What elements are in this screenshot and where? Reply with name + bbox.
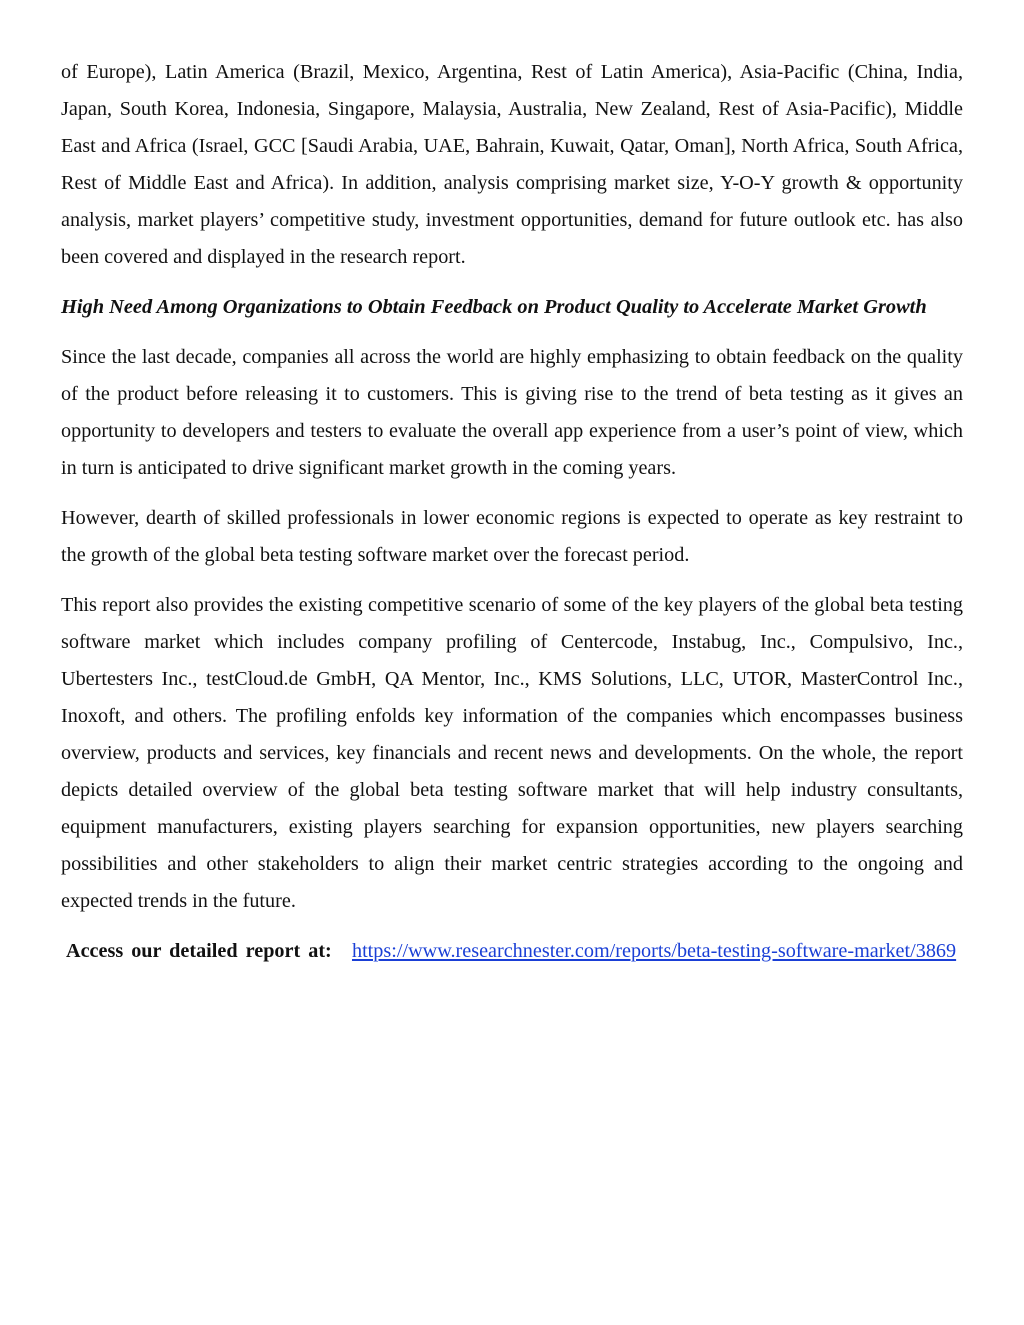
restraint-paragraph: However, dearth of skilled professionals in lower economic regions is expected to operate as key restraint to the growth of the global beta testing software market over the forecast period. <box>61 507 963 566</box>
document-page <box>61 54 963 970</box>
access-report-label: Access our detailed report at: <box>66 940 332 962</box>
access-report-line <box>61 933 963 970</box>
key-players-paragraph: This report also provides the existing competitive scenario of some of the key players of the global beta testing software market which includes company profiling of Centercode, Instabug, Inc., Compulsivo, Inc., Ubertesters Inc., testCloud.de GmbH, QA Mentor, Inc., KMS Solutions, LLC, UTOR, MasterControl Inc., Inoxoft, and others. The profiling enfolds key information of the companies which encompasses business overview, products and services, key financials and recent news and developments. On the whole, the report depicts detailed overview of the global beta testing software market that will help industry consultants, equipment manufacturers, existing players searching for expansion opportunities, new players searching possibilities and other stakeholders to align their market centric strategies according to the ongoing and expected trends in the future. <box>61 594 963 912</box>
report-link[interactable]: https://www.researchnester.com/reports/beta-testing-software-market/3869 <box>351 940 957 962</box>
intro-paragraph: of Europe), Latin America (Brazil, Mexico, Argentina, Rest of Latin America), Asia-Pacific (China, India, Japan, South Korea, Indonesia, Singapore, Malaysia, Australia, New Zealand, Rest of Asia-Pacific), Middle East and Africa (Israel, GCC [Saudi Arabia, UAE, Bahrain, Kuwait, Qatar, Oman], North Africa, South Africa, Rest of Middle East and Africa). In addition, analysis comprising market size, Y-O-Y growth & opportunity analysis, market players’ competitive study, investment opportunities, demand for future outlook etc. has also been covered and displayed in the research report. <box>61 61 963 268</box>
section-heading: High Need Among Organizations to Obtain Feedback on Product Quality to Accelerate Market Growth <box>61 296 927 318</box>
growth-paragraph: Since the last decade, companies all across the world are highly emphasizing to obtain feedback on the quality of the product before releasing it to customers. This is giving rise to the trend of beta testing as it gives an opportunity to developers and testers to evaluate the overall app experience from a user’s point of view, which in turn is anticipated to drive significant market growth in the coming years. <box>61 346 963 479</box>
